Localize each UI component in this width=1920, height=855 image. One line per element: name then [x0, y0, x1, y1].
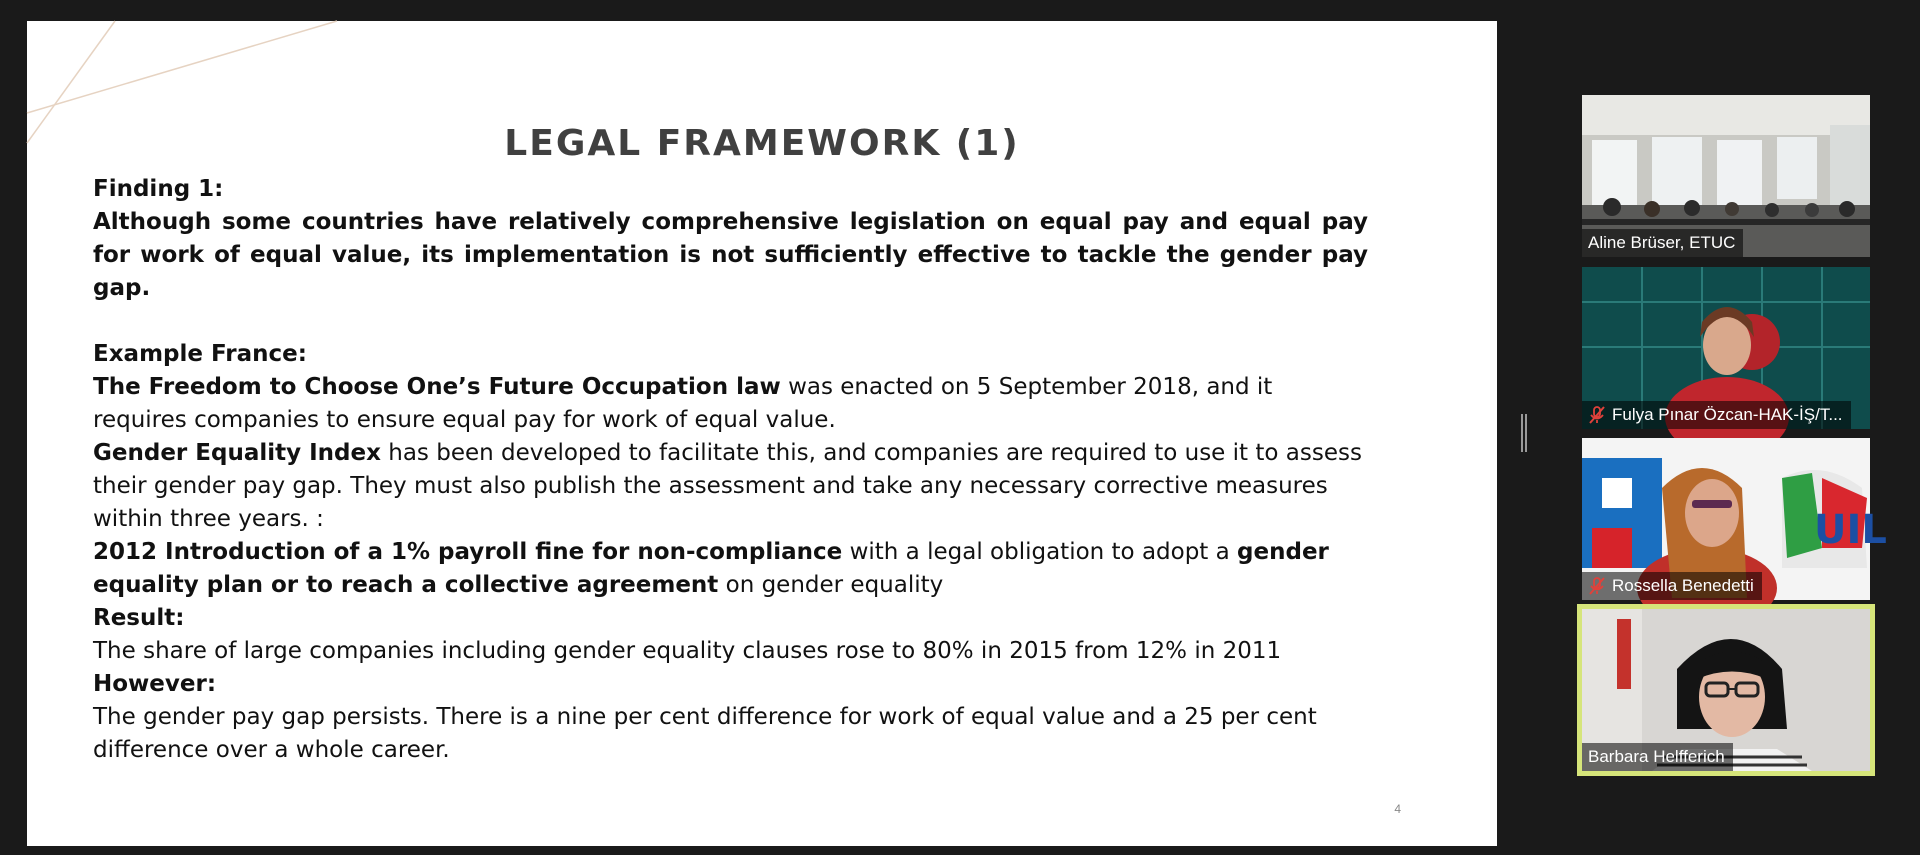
- however-label: However:: [93, 671, 217, 697]
- participant-name: Fulya Pınar Özcan-HAK-İŞ/T...: [1612, 405, 1843, 424]
- finding-label: Finding 1:: [93, 176, 224, 202]
- law-text: was enacted on 5 September 2018, and it requires companies to ensure equal pay for work of equal value.: [93, 374, 1273, 433]
- fine-paragraph: [93, 536, 1368, 602]
- participant-name: Rossella Benedetti: [1612, 576, 1754, 595]
- plan-text: on gender equality: [718, 572, 944, 598]
- participant-name-label: [1582, 743, 1733, 771]
- index-text: has been developed to facilitate this, and companies are required to use it to assess their gender pay gap. They must also publish the assessment and take any necessary corrective measures within three years. :: [93, 440, 1362, 532]
- splitter-line: [1521, 414, 1523, 452]
- panel-splitter-handle[interactable]: [1521, 414, 1527, 452]
- participant-tile[interactable]: [1582, 267, 1870, 429]
- slide-title: LEGAL FRAMEWORK (1): [504, 123, 1020, 164]
- svg-text:UIL: UIL: [1814, 507, 1887, 553]
- fine-text: with a legal obligation to adopt a: [842, 539, 1238, 565]
- participant-tile[interactable]: [1582, 438, 1887, 600]
- finding-text: Although some countries have relatively comprehensive legislation on equal pay and equal pay for work of equal value, its implementation is not sufficiently effective to tackle the gender pay gap.: [93, 209, 1368, 301]
- example-label: Example France:: [93, 341, 307, 367]
- muted-mic-icon: [1588, 405, 1606, 425]
- law-paragraph: [93, 371, 1368, 437]
- page-number: 4: [1394, 802, 1401, 816]
- participant-name-label: [1582, 572, 1762, 600]
- fine-bold: 2012 Introduction of a 1% payroll fine for non-compliance: [93, 539, 843, 565]
- participant-name-label: [1582, 229, 1743, 257]
- however-text: The gender pay gap persists. There is a nine per cent difference for work of equal value and a 25 per cent difference over a whole career.: [93, 704, 1317, 763]
- index-paragraph: [93, 437, 1368, 536]
- shared-slide: [27, 21, 1497, 846]
- index-name: Gender Equality Index: [93, 440, 381, 466]
- participant-name-label: [1582, 401, 1851, 429]
- plan-bold: gender equality plan or to reach a collective agreement: [93, 539, 1329, 598]
- slide-body: [93, 173, 1368, 767]
- muted-mic-icon: [1588, 576, 1606, 596]
- result-text: The share of large companies including gender equality clauses rose to 80% in 2015 from 12% in 2011: [93, 638, 1282, 664]
- participant-name: Aline Brüser, ETUC: [1588, 233, 1736, 252]
- spacer: [93, 305, 1368, 338]
- participant-name: Barbara Helfferich: [1588, 747, 1725, 766]
- result-label: Result:: [93, 605, 185, 631]
- participant-tile-active-speaker[interactable]: [1582, 609, 1870, 771]
- splitter-line: [1525, 414, 1527, 452]
- participant-tile[interactable]: [1582, 95, 1870, 257]
- law-name: The Freedom to Choose One’s Future Occupation law: [93, 374, 781, 400]
